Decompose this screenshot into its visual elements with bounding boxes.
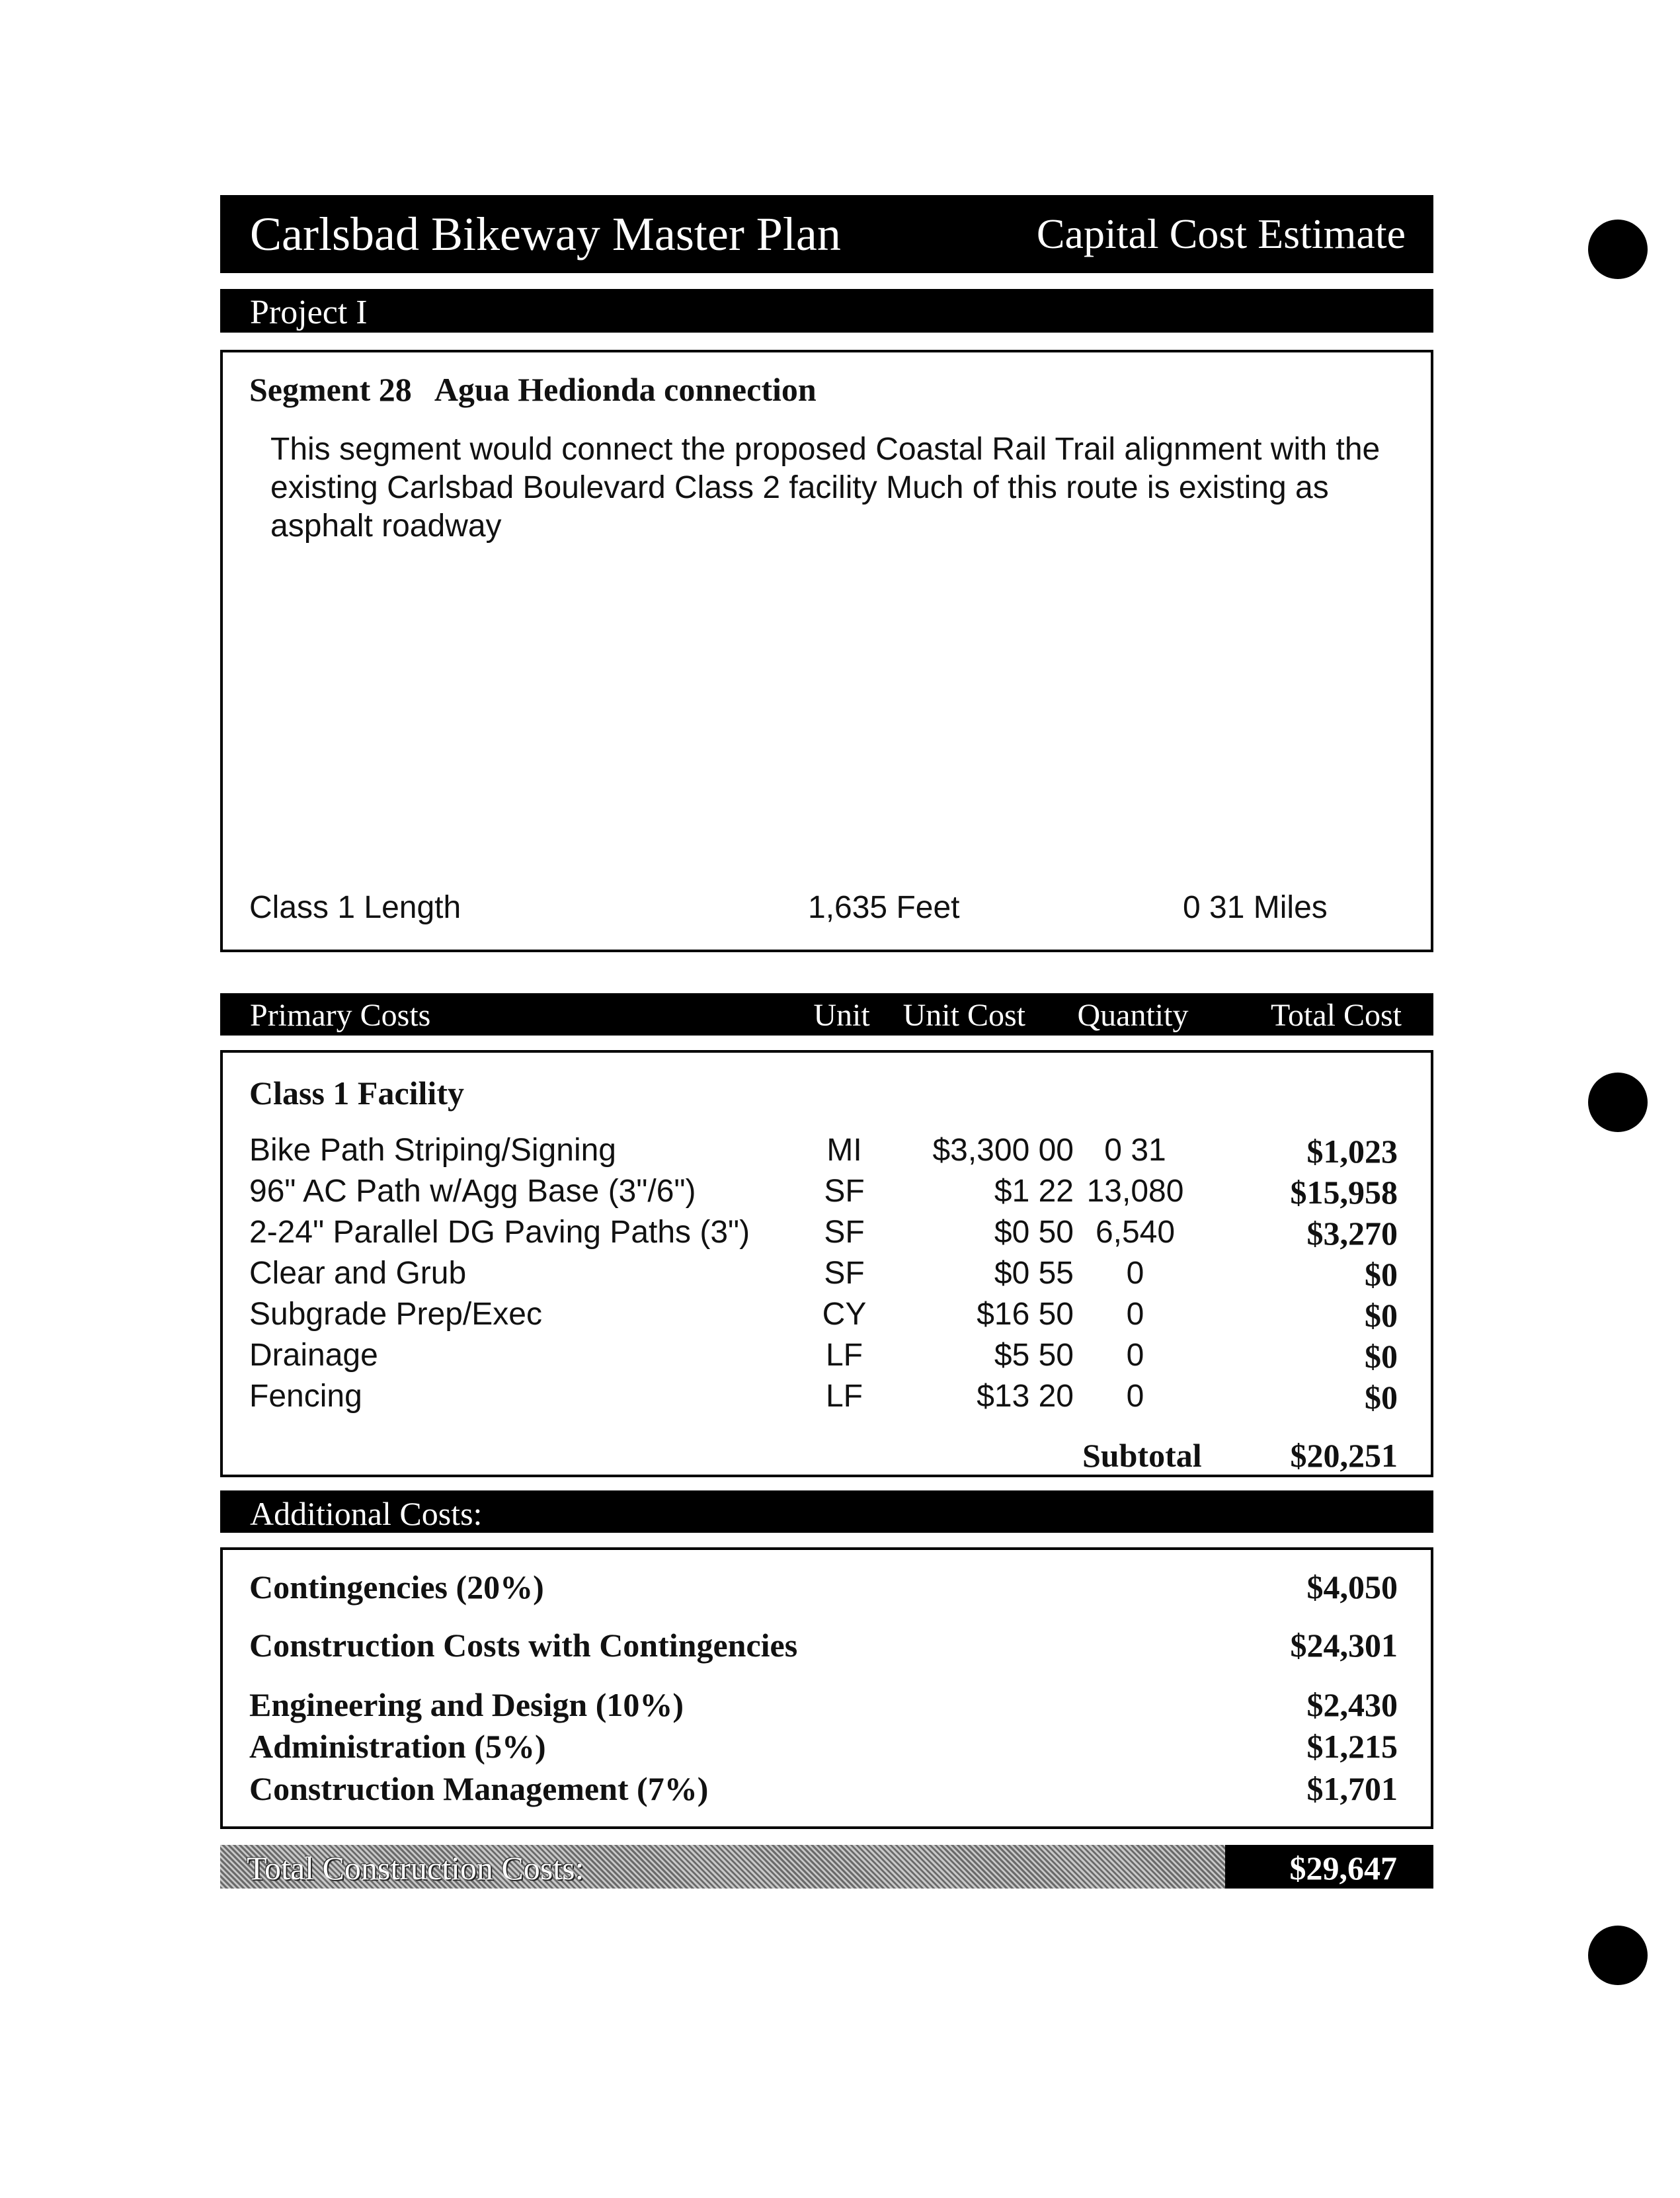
item-quantity: 0 31 [1104, 1133, 1166, 1168]
item-description: Fencing [249, 1379, 362, 1414]
quantity-column-header: Quantity [1077, 998, 1189, 1033]
length-feet: 1,635 Feet [808, 890, 960, 925]
item-description: 2-24" Parallel DG Paving Paths (3") [249, 1215, 750, 1250]
item-unit: SF [824, 1256, 865, 1291]
subtotal-value: $20,251 [1290, 1437, 1398, 1474]
table-row [223, 1255, 1431, 1296]
length-label: Class 1 Length [249, 890, 461, 925]
item-unit-cost: $16 50 [977, 1297, 1074, 1332]
item-unit: LF [825, 1379, 863, 1414]
segment-title [249, 370, 817, 409]
item-description: Bike Path Striping/Signing [249, 1133, 616, 1168]
item-quantity: 6,540 [1095, 1215, 1176, 1250]
item-unit-cost: $0 50 [994, 1215, 1074, 1250]
item-description: Subgrade Prep/Exec [249, 1297, 542, 1332]
table-row [223, 1132, 1431, 1173]
item-total: $0 [1365, 1379, 1398, 1416]
additional-cost-value: $1,215 [1306, 1728, 1398, 1765]
additional-costs-header [220, 1490, 1433, 1533]
additional-cost-value: $4,050 [1306, 1568, 1398, 1606]
document-title: Carlsbad Bikeway Master Plan [250, 208, 841, 261]
item-unit: MI [826, 1133, 862, 1168]
additional-cost-label: Construction Costs with Contingencies [249, 1627, 798, 1664]
item-unit: SF [824, 1215, 865, 1250]
punch-hole-middle [1588, 1073, 1648, 1132]
additional-cost-value: $24,301 [1290, 1627, 1398, 1664]
item-unit-cost: $0 55 [994, 1256, 1074, 1291]
primary-costs-box [220, 1050, 1433, 1477]
item-total: $0 [1365, 1297, 1398, 1334]
punch-hole-top [1588, 220, 1648, 279]
primary-costs-label: Primary Costs [250, 998, 431, 1033]
total-cost-column-header: Total Cost [1271, 998, 1402, 1033]
item-unit: LF [825, 1338, 863, 1373]
total-construction-costs-label: Total Construction Costs: [247, 1850, 584, 1887]
subtotal-label: Subtotal [1082, 1437, 1202, 1474]
item-quantity: 13,080 [1086, 1174, 1184, 1209]
item-total: $15,958 [1290, 1174, 1398, 1211]
item-unit-cost: $3,300 00 [932, 1133, 1074, 1168]
document-subtitle: Capital Cost Estimate [1036, 210, 1406, 257]
additional-cost-value: $2,430 [1306, 1686, 1398, 1723]
item-unit-cost: $13 20 [977, 1379, 1074, 1414]
item-description: Clear and Grub [249, 1256, 467, 1291]
item-quantity: 0 [1126, 1379, 1144, 1414]
length-miles: 0 31 Miles [1183, 890, 1328, 925]
length-row [249, 889, 1413, 926]
cost-category-title: Class 1 Facility [249, 1075, 464, 1112]
title-bar [220, 195, 1433, 273]
primary-costs-header [220, 993, 1433, 1036]
project-bar [220, 289, 1433, 333]
unit-cost-column-header: Unit Cost [902, 998, 1025, 1033]
segment-number: Segment 28 [249, 371, 412, 408]
item-quantity: 0 [1126, 1338, 1144, 1373]
additional-costs-label: Additional Costs: [250, 1495, 483, 1532]
item-unit-cost: $5 50 [994, 1338, 1074, 1373]
item-description: 96" AC Path w/Agg Base (3"/6") [249, 1174, 696, 1209]
table-row [223, 1378, 1431, 1419]
segment-description: This segment would connect the proposed Coastal Rail Trail alignment with the existing Carlsbad Boulevard Class 2 facility Much of this route is existing as asphalt roadway [270, 432, 1380, 544]
item-description: Drainage [249, 1338, 378, 1373]
additional-costs-box [220, 1547, 1433, 1829]
project-label: Project I [250, 294, 368, 331]
additional-cost-label: Construction Management (7%) [249, 1770, 709, 1807]
table-row [223, 1214, 1431, 1255]
table-row [223, 1173, 1431, 1214]
item-total: $3,270 [1306, 1215, 1398, 1252]
additional-cost-label: Administration (5%) [249, 1728, 546, 1765]
item-total: $0 [1365, 1338, 1398, 1375]
total-value-box [1225, 1845, 1433, 1889]
total-construction-costs-bar [220, 1845, 1433, 1889]
additional-cost-value: $1,701 [1306, 1770, 1398, 1807]
additional-cost-label: Engineering and Design (10%) [249, 1686, 684, 1723]
table-row [223, 1337, 1431, 1378]
segment-box [220, 350, 1433, 952]
item-unit: SF [824, 1174, 865, 1209]
total-construction-costs-value: $29,647 [1289, 1850, 1397, 1887]
unit-column-header: Unit [813, 998, 870, 1033]
item-total: $0 [1365, 1256, 1398, 1293]
table-row [223, 1296, 1431, 1337]
item-unit-cost: $1 22 [994, 1174, 1074, 1209]
item-unit: CY [822, 1297, 867, 1332]
punch-hole-bottom [1588, 1926, 1648, 1985]
additional-cost-label: Contingencies (20%) [249, 1568, 544, 1606]
item-total: $1,023 [1306, 1133, 1398, 1170]
segment-name: Agua Hedionda connection [434, 371, 817, 408]
item-quantity: 0 [1126, 1256, 1144, 1291]
item-quantity: 0 [1126, 1297, 1144, 1332]
